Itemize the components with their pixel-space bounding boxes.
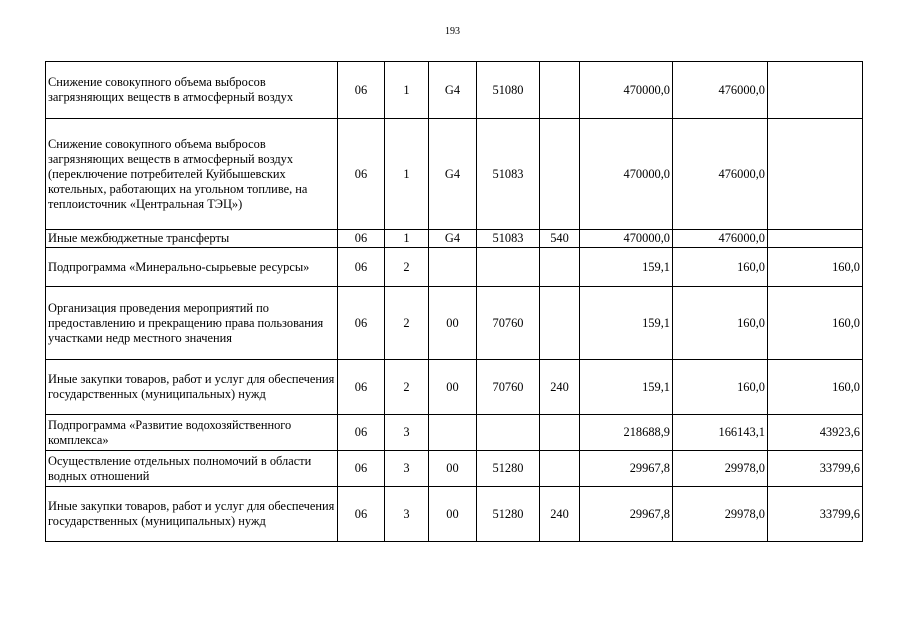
program-code [429,415,477,451]
amount-year-2: 476000,0 [673,230,768,248]
amount-year-3: 160,0 [768,287,863,360]
amount-year-2: 160,0 [673,360,768,415]
table-row [46,287,863,360]
subsection-code: 3 [385,415,429,451]
program-code: G4 [429,62,477,119]
row-name: Подпрограмма «Минерально-сырьевые ресурсы» [46,248,338,287]
expense-type-code: 240 [540,360,580,415]
section-code: 06 [338,62,385,119]
amount-year-2: 160,0 [673,248,768,287]
expense-type-code: 240 [540,487,580,542]
expense-type-code [540,415,580,451]
amount-year-1: 470000,0 [580,230,673,248]
subsection-code: 3 [385,487,429,542]
expense-type-code [540,62,580,119]
section-code: 06 [338,360,385,415]
amount-year-3: 33799,6 [768,487,863,542]
program-code: G4 [429,230,477,248]
table-row [46,248,863,287]
row-name: Снижение совокупного объема выбросов загрязняющих веществ в атмосферный воздух [46,62,338,119]
subsection-code: 1 [385,230,429,248]
subsection-code: 1 [385,62,429,119]
amount-year-2: 29978,0 [673,451,768,487]
program-code: 00 [429,487,477,542]
subsection-code: 2 [385,287,429,360]
expense-type-code [540,287,580,360]
item-code: 51080 [477,62,540,119]
item-code: 51280 [477,451,540,487]
subsection-code: 2 [385,360,429,415]
program-code: 00 [429,287,477,360]
amount-year-3: 160,0 [768,360,863,415]
section-code: 06 [338,119,385,230]
amount-year-2: 29978,0 [673,487,768,542]
amount-year-1: 159,1 [580,248,673,287]
table-row [46,62,863,119]
section-code: 06 [338,230,385,248]
section-code: 06 [338,487,385,542]
expense-type-code [540,451,580,487]
section-code: 06 [338,248,385,287]
amount-year-3 [768,119,863,230]
amount-year-3: 33799,6 [768,451,863,487]
table-row [46,415,863,451]
item-code: 51280 [477,487,540,542]
row-name: Снижение совокупного объема выбросов загрязняющих веществ в атмосферный воздух (переключение потребителей Куйбышевских котельных, работающих на угольном топливе, на теплоисточник «Центральная ТЭЦ») [46,119,338,230]
row-name: Осуществление отдельных полномочий в области водных отношений [46,451,338,487]
program-code: 00 [429,451,477,487]
row-name: Иные закупки товаров, работ и услуг для обеспечения государственных (муниципальных) нужд [46,487,338,542]
amount-year-1: 470000,0 [580,119,673,230]
page-number: 193 [445,26,460,37]
row-name: Иные закупки товаров, работ и услуг для обеспечения государственных (муниципальных) нужд [46,360,338,415]
table-row [46,119,863,230]
item-code [477,248,540,287]
table-row [46,230,863,248]
item-code: 51083 [477,119,540,230]
section-code: 06 [338,415,385,451]
amount-year-1: 29967,8 [580,487,673,542]
amount-year-3 [768,62,863,119]
item-code: 70760 [477,360,540,415]
expense-type-code [540,119,580,230]
row-name: Организация проведения мероприятий по предоставлению и прекращению права пользования участками недр местного значения [46,287,338,360]
amount-year-1: 159,1 [580,360,673,415]
row-name: Иные межбюджетные трансферты [46,230,338,248]
subsection-code: 1 [385,119,429,230]
program-code: 00 [429,360,477,415]
amount-year-1: 218688,9 [580,415,673,451]
expense-type-code [540,248,580,287]
amount-year-3: 160,0 [768,248,863,287]
item-code: 70760 [477,287,540,360]
amount-year-1: 159,1 [580,287,673,360]
subsection-code: 2 [385,248,429,287]
amount-year-3: 43923,6 [768,415,863,451]
subsection-code: 3 [385,451,429,487]
budget-table [45,61,863,542]
table-row [46,360,863,415]
amount-year-2: 476000,0 [673,119,768,230]
amount-year-1: 29967,8 [580,451,673,487]
amount-year-3 [768,230,863,248]
row-name: Подпрограмма «Развитие водохозяйственного комплекса» [46,415,338,451]
expense-type-code: 540 [540,230,580,248]
amount-year-2: 476000,0 [673,62,768,119]
amount-year-1: 470000,0 [580,62,673,119]
item-code [477,415,540,451]
program-code [429,248,477,287]
amount-year-2: 160,0 [673,287,768,360]
section-code: 06 [338,287,385,360]
table-row [46,451,863,487]
item-code: 51083 [477,230,540,248]
amount-year-2: 166143,1 [673,415,768,451]
section-code: 06 [338,451,385,487]
program-code: G4 [429,119,477,230]
table-row [46,487,863,542]
